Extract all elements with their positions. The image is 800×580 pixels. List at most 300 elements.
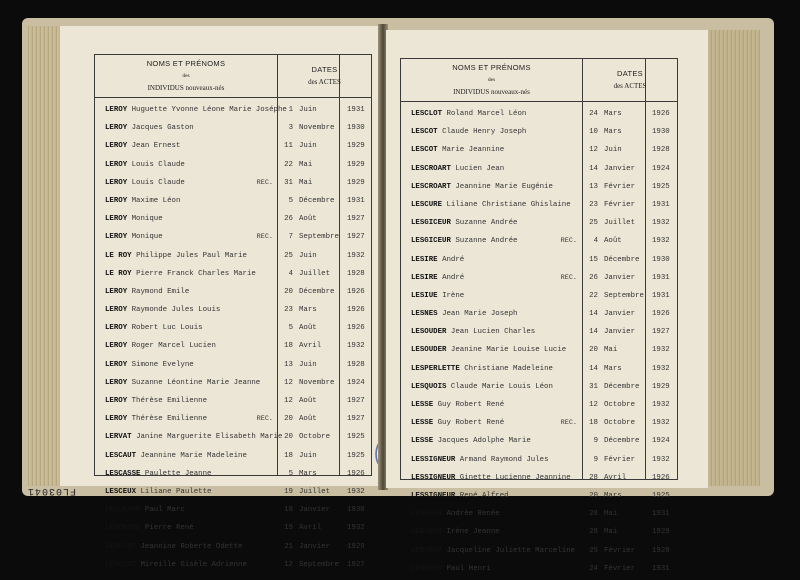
entry-given-names: André [442, 255, 465, 264]
right-entries [401, 107, 677, 580]
names-column-header [401, 62, 582, 98]
entry-surname: LESCHAUD [105, 524, 141, 533]
entry-name [105, 306, 220, 314]
entry-name [105, 215, 163, 223]
entry-year: 1927 [347, 415, 365, 424]
entry-surname: LEROY [105, 142, 128, 151]
entry-year: 1932 [652, 419, 670, 428]
entry-day: 23 [589, 200, 598, 209]
dates-title: DATES [311, 65, 338, 74]
register-entry [401, 234, 677, 252]
entry-year: 1931 [652, 200, 670, 209]
register-entry [95, 376, 371, 394]
entry-day: 22 [589, 291, 598, 300]
entry-day: 13 [589, 182, 598, 191]
entry-rectification-note: REC. [560, 419, 577, 428]
entry-year: 1930 [347, 124, 365, 133]
entry-day: 28 [589, 473, 598, 482]
entry-surname: LESPERLETTE [411, 364, 460, 373]
register-entry [401, 398, 677, 416]
entry-day: 11 [284, 142, 293, 151]
register-entry [95, 358, 371, 376]
entry-name [105, 124, 194, 132]
entry-month: Juillet [604, 219, 636, 228]
entry-name [411, 528, 500, 536]
entry-month: Décembre [299, 196, 335, 205]
entry-surname: LESCLOT [105, 542, 137, 551]
entry-year: 1932 [652, 346, 670, 355]
entry-year: 1929 [347, 542, 365, 551]
entry-month: Juin [299, 251, 317, 260]
entry-name [411, 492, 509, 500]
entry-surname: LESCOT [411, 128, 438, 137]
entry-surname: LESUEUR [411, 528, 443, 537]
entry-month: Août [604, 237, 622, 246]
entry-year: 1929 [347, 142, 365, 151]
entry-surname: LESNES [411, 310, 438, 319]
entry-name [411, 165, 504, 173]
entry-given-names: Jacques Gaston [131, 124, 194, 133]
entry-surname: LEROY [105, 124, 128, 133]
entry-name [105, 233, 163, 241]
entry-name [411, 565, 491, 573]
entry-month: Août [299, 415, 317, 424]
entry-day: 3 [288, 124, 293, 133]
entry-day: 19 [284, 524, 293, 533]
entry-name [411, 183, 553, 191]
register-entry [95, 449, 371, 467]
entry-given-names: Pierre René [144, 524, 194, 533]
entry-day: 20 [284, 287, 293, 296]
entry-given-names: Jacqueline Juliette Marceline [446, 546, 576, 555]
entry-surname: LEROY [105, 342, 128, 351]
entry-surname: LESCHAUD [105, 506, 141, 515]
entry-surname: LESUEUR [411, 546, 443, 555]
entry-surname: LEROY [105, 287, 128, 296]
entry-given-names: Jeannine Marie Eugénie [455, 182, 553, 191]
entry-day: 25 [284, 251, 293, 260]
register-entry [95, 503, 371, 521]
page-edges-right [706, 30, 760, 486]
folio-number: FL03041 [26, 485, 76, 496]
entry-name [105, 270, 256, 278]
entry-month: Mars [299, 306, 317, 315]
entry-name [411, 510, 500, 518]
entry-name [411, 328, 535, 336]
entry-month: Janvier [604, 273, 636, 282]
register-entry [401, 162, 677, 180]
entry-month: Mai [299, 160, 313, 169]
entry-name [105, 106, 287, 114]
entry-given-names: Robert Luc Louis [131, 324, 203, 333]
entry-name [411, 201, 571, 209]
entry-given-names: Armand Raymond Jules [459, 455, 549, 464]
entry-name [105, 379, 260, 387]
entry-surname: LESIRE [411, 273, 438, 282]
entry-month: Janvier [604, 328, 636, 337]
register-entry [95, 230, 371, 248]
names-subtitle: INDIVIDUS nouveaux-nés [453, 88, 530, 96]
entry-month: Juin [604, 146, 622, 155]
register-entry [95, 394, 371, 412]
entry-surname: LESGICEUR [411, 237, 451, 246]
entry-name [105, 561, 247, 569]
entry-month: Juillet [299, 269, 331, 278]
entry-month: Octobre [604, 419, 636, 428]
entry-day: 18 [284, 506, 293, 515]
entry-given-names: Paul Marc [144, 506, 185, 515]
entry-day: 28 [589, 510, 598, 519]
entry-surname: LEROY [105, 378, 128, 387]
entry-day: 12 [589, 146, 598, 155]
entry-month: Janvier [299, 542, 331, 551]
entry-given-names: Jeanine Marie Louise Lucie [450, 346, 567, 355]
names-column-header [95, 58, 277, 94]
entry-given-names: Christiane Madeleine [464, 364, 553, 373]
entry-day: 5 [288, 196, 293, 205]
register-entry [401, 289, 677, 307]
entry-name [411, 237, 517, 245]
entry-year: 1932 [347, 342, 365, 351]
register-entry [95, 212, 371, 230]
entry-given-names: Mireille Gisèle Adrienne [140, 560, 247, 569]
entry-month: Mai [299, 178, 313, 187]
entry-given-names: Jeannine Marie Madeleine [140, 451, 247, 460]
entry-day: 14 [589, 310, 598, 319]
entry-year: 1924 [652, 437, 670, 446]
register-entry [401, 434, 677, 452]
names-des: des [487, 77, 496, 83]
register-entry [401, 253, 677, 271]
entry-surname: LESCEUX [105, 487, 137, 496]
entry-day: 20 [284, 433, 293, 442]
entry-given-names: René Alfred [459, 491, 509, 500]
entry-name [105, 252, 247, 260]
register-entry [95, 121, 371, 139]
entry-surname: LE ROY [105, 269, 132, 278]
entry-month: Janvier [604, 310, 636, 319]
entry-day: 20 [589, 346, 598, 355]
entry-given-names: Liliane Christiane Ghislaine [446, 200, 571, 209]
entry-year: 1928 [347, 269, 365, 278]
entry-rectification-note: REC. [560, 237, 577, 246]
entry-name [105, 324, 203, 332]
entry-name [411, 346, 566, 354]
entry-year: 1931 [652, 273, 670, 282]
entry-given-names: Jean Marie Joseph [442, 310, 518, 319]
entry-given-names: Jacques Adolphe Marie [437, 437, 531, 446]
entry-month: Novembre [299, 378, 335, 387]
entry-surname: LESSIGNEUR [411, 455, 456, 464]
register-entry [95, 412, 371, 430]
right-page [386, 30, 708, 573]
entry-name [411, 383, 553, 391]
entry-month: Avril [604, 473, 627, 482]
entry-name [411, 456, 549, 464]
entry-given-names: Marie Jeannine [442, 146, 505, 155]
register-entry [401, 544, 677, 562]
entry-year: 1928 [347, 360, 365, 369]
entry-day: 12 [284, 397, 293, 405]
entry-surname: LESCROART [411, 164, 451, 173]
entry-given-names: Jean Lucien Charles [450, 328, 536, 337]
entry-day: 31 [589, 382, 598, 391]
entry-month: Février [604, 546, 636, 555]
entry-day: 9 [593, 437, 598, 446]
entry-day: 12 [589, 401, 598, 409]
entry-year: 1926 [652, 310, 670, 319]
register-entry [95, 485, 371, 503]
entry-year: 1925 [347, 433, 365, 442]
entry-surname: LESUEUR [411, 510, 443, 519]
entry-month: Juin [299, 142, 317, 151]
entry-month: Août [299, 215, 317, 224]
entry-surname: LEROY [105, 306, 128, 315]
entry-month: Décembre [299, 287, 335, 296]
entry-surname: LESCROART [411, 182, 451, 191]
entry-name [411, 401, 504, 409]
entry-month: Février [604, 564, 636, 573]
entry-given-names: Huguette Yvonne Léone Marie Joséphe [131, 106, 287, 114]
register-entry [95, 103, 371, 121]
entry-month: Août [299, 324, 317, 333]
register-entry [95, 249, 371, 267]
entry-day: 26 [589, 273, 598, 282]
entry-month: Septembre [299, 560, 339, 569]
entry-surname: LESOUDER [411, 328, 447, 337]
entry-month: Novembre [299, 124, 335, 133]
register-entry [401, 107, 677, 125]
entry-given-names: André [442, 273, 465, 282]
entry-day: 12 [284, 560, 293, 569]
entry-name [105, 506, 185, 514]
entry-given-names: Simone Evelyne [131, 360, 194, 369]
entry-rectification-note: REC. [256, 178, 273, 187]
entry-name [105, 543, 243, 551]
entry-given-names: Guy Robert René [437, 401, 505, 409]
entry-year: 1925 [652, 182, 670, 191]
names-des: des [182, 73, 190, 79]
entry-given-names: Monique [131, 233, 163, 242]
entry-month: Mai [604, 346, 618, 355]
entry-month: Décembre [604, 382, 640, 391]
entry-day: 26 [284, 215, 293, 224]
entry-month: Octobre [604, 401, 636, 409]
entry-day: 21 [284, 542, 293, 551]
entry-month: Janvier [604, 164, 636, 173]
entry-given-names: Roland Marcel Léon [446, 110, 527, 118]
entry-year: 1927 [347, 233, 365, 242]
entry-surname: LESCURE [411, 200, 443, 209]
register-entry [95, 430, 371, 448]
register-entry [95, 194, 371, 212]
names-title: NOMS ET PRÉNOMS [452, 63, 531, 72]
entry-month: Juillet [299, 487, 331, 496]
entry-year: 1931 [347, 106, 365, 114]
entry-name [411, 219, 517, 227]
entry-month: Décembre [604, 255, 640, 264]
entry-rectification-note: REC. [256, 415, 273, 424]
entry-day: 12 [284, 378, 293, 387]
entry-given-names: Maxime Léon [131, 196, 181, 205]
entry-name [105, 179, 185, 187]
entry-year: 1929 [347, 160, 365, 169]
entry-given-names: Paulette Jeanne [144, 469, 212, 478]
register-entry [401, 453, 677, 471]
entry-day: 10 [589, 128, 598, 137]
entry-given-names: Suzanne Andrée [455, 237, 518, 246]
entry-name [105, 142, 180, 150]
header-divider [95, 97, 371, 98]
entry-day: 20 [284, 415, 293, 424]
entry-name [411, 256, 464, 264]
entry-year: 1931 [652, 291, 670, 300]
entry-name [411, 547, 575, 555]
register-entry [95, 339, 371, 357]
register-entry [401, 525, 677, 543]
register-entry [95, 558, 371, 576]
entry-month: Septembre [604, 291, 644, 300]
entry-given-names: Janine Marguerite Elisabeth Marie [136, 433, 283, 442]
entry-year: 1925 [347, 451, 365, 460]
entry-given-names: Claude Marie Louis Léon [450, 382, 553, 391]
entry-surname: LESCLOT [105, 560, 137, 569]
entry-day: 5 [288, 469, 293, 478]
entry-month: Juin [299, 451, 317, 460]
entry-year: 1932 [347, 524, 365, 533]
entry-year: 1927 [347, 560, 365, 569]
entry-given-names: Liliane Paulette [140, 487, 212, 496]
register-entry [401, 489, 677, 507]
entry-name [411, 437, 531, 445]
entry-name [105, 288, 189, 296]
entry-day: 18 [589, 419, 598, 428]
entry-given-names: Suzanne Andrée [455, 219, 518, 228]
entry-name [105, 470, 211, 478]
entry-year: 1926 [652, 110, 670, 118]
entry-given-names: Monique [131, 215, 163, 224]
entry-year: 1925 [652, 491, 670, 500]
register-entry [401, 307, 677, 325]
entry-given-names: Andrée Renée [446, 510, 500, 519]
left-register-table [94, 54, 372, 569]
entry-year: 1931 [652, 510, 670, 519]
entry-surname: LESSIGNEUR [411, 491, 456, 500]
register-entry [401, 125, 677, 143]
register-entry [401, 216, 677, 234]
register-entry [401, 143, 677, 161]
entry-year: 1928 [652, 546, 670, 555]
page-edges-left [28, 26, 60, 486]
entry-name [411, 310, 517, 318]
entry-name [105, 452, 247, 460]
entry-day: 15 [589, 255, 598, 264]
entry-year: 1924 [347, 378, 365, 387]
entry-day: 9 [593, 455, 598, 464]
entry-given-names: Guy Robert René [437, 419, 505, 428]
entry-name [411, 110, 526, 118]
entry-year: 1931 [652, 564, 670, 573]
entry-given-names: Suzanne Léontine Marie Jeanne [131, 378, 261, 387]
entry-year: 1927 [347, 215, 365, 224]
entry-given-names: Jean Ernest [131, 142, 181, 151]
entry-year: 1926 [347, 324, 365, 333]
entry-month: Mars [604, 364, 622, 373]
entry-year: 1930 [347, 506, 365, 515]
entry-day: 28 [589, 528, 598, 537]
entry-rectification-note: REC. [560, 273, 577, 282]
names-subtitle: INDIVIDUS nouveaux-nés [147, 84, 225, 92]
entry-year: 1931 [347, 196, 365, 205]
entry-day: 31 [284, 178, 293, 187]
entry-name [105, 342, 216, 350]
entry-name [105, 397, 207, 405]
entry-surname: LEROY [105, 397, 128, 405]
entry-name [411, 419, 504, 427]
entry-surname: LESCAUT [105, 451, 137, 460]
entry-year: 1928 [652, 146, 670, 155]
entry-surname: LEROY [105, 215, 128, 224]
dates-subtitle: des ACTES [613, 82, 647, 90]
entry-year: 1929 [347, 178, 365, 187]
register-entry [401, 180, 677, 198]
register-entry [401, 198, 677, 216]
entry-year: 1932 [652, 219, 670, 228]
entry-surname: LESCASSE [105, 469, 141, 478]
entry-surname: LEROY [105, 160, 128, 169]
entry-year: 1932 [652, 237, 670, 246]
names-title: NOMS ET PRÉNOMS [146, 59, 226, 68]
entry-month: Septembre [299, 233, 339, 242]
entry-year: 1924 [652, 164, 670, 173]
entry-day: 5 [288, 324, 293, 333]
register-entry [401, 471, 677, 489]
entry-month: Février [604, 200, 636, 209]
entry-name [105, 524, 194, 532]
register-entry [401, 271, 677, 289]
entry-name [105, 415, 207, 423]
entry-year: 1932 [652, 401, 670, 409]
entry-name [105, 161, 185, 169]
entry-name [411, 292, 464, 300]
entry-day: 4 [593, 237, 598, 246]
register-entry [95, 176, 371, 194]
entry-month: Février [604, 455, 636, 464]
entry-given-names: Louis Claude [131, 178, 185, 187]
entry-day: 18 [284, 342, 293, 351]
entry-month: Mai [604, 510, 618, 519]
register-entry [95, 521, 371, 539]
header-divider [401, 101, 677, 102]
entry-surname: LEROY [105, 360, 128, 369]
entry-name [105, 488, 211, 496]
entry-surname: LERVAT [105, 433, 132, 442]
register-entry [95, 467, 371, 485]
register-entry [95, 303, 371, 321]
register-entry [401, 325, 677, 343]
entry-year: 1926 [347, 469, 365, 478]
register-entry [95, 158, 371, 176]
entry-surname: LESIUE [411, 291, 438, 300]
entry-day: 24 [589, 564, 598, 573]
entry-given-names: Raymonde Jules Louis [131, 306, 221, 315]
entry-given-names: Pierre Franck Charles Marie [136, 269, 256, 278]
entry-month: Juin [299, 106, 317, 114]
register-entry [95, 321, 371, 339]
entry-day: 14 [589, 164, 598, 173]
entry-year: 1932 [652, 455, 670, 464]
entry-month: Mars [299, 469, 317, 478]
